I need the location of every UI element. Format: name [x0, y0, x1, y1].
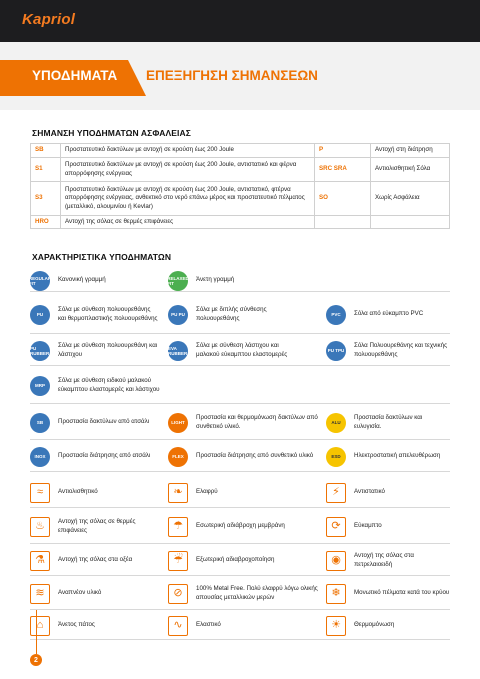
page-line	[36, 610, 37, 654]
feature-row	[30, 510, 450, 544]
desc-cell: Αντοχή στη διάτρηση	[371, 144, 450, 158]
feature-label: Αντιστατικό	[354, 488, 385, 496]
feature-label: Σόλα με σύνθεση πολυουρεθάνης και θερμοπλαστικής πολυουρεθάνης	[58, 306, 158, 322]
page-number: 2	[30, 654, 42, 666]
code-cell: P	[315, 144, 371, 158]
feature-row	[30, 406, 450, 440]
code-cell: SRC SRA	[315, 158, 371, 182]
feature-label: Προστασία δακτύλων και ευλυγισία.	[354, 414, 423, 430]
desc-cell: Προστατευτικό δακτύλων με αντοχή σε κρούση έως 200 Joule, αντιστατικό και φέρνα απορρόφησης ενέργειας	[61, 158, 315, 182]
feature-label: Αντοχή της σόλας σε θερμές επιφάνειες	[58, 518, 136, 534]
feature-row	[30, 478, 450, 508]
regular-fit-icon: REGULAR FIT	[30, 271, 50, 291]
feature-item	[30, 478, 154, 507]
desc-cell	[371, 216, 450, 229]
insulation-icon: ☀	[326, 616, 346, 636]
feature-item	[326, 406, 450, 439]
feature-label: Άνετη γραμμή	[196, 276, 235, 284]
pu-tpu-sole-icon: PU TPU	[326, 341, 346, 361]
pu-sole-icon: PU	[30, 305, 50, 325]
toe-cap-icon: SB	[30, 413, 50, 433]
mrp-sole-icon: MRP	[30, 376, 50, 396]
feature-item	[326, 510, 450, 543]
feature-label: Άνετος πάτος	[58, 621, 95, 629]
safety-table	[30, 143, 450, 229]
feature-item	[168, 478, 318, 507]
brand-logo: Kapriol	[22, 11, 76, 28]
feature-row	[30, 270, 450, 292]
feature-row	[30, 368, 450, 404]
anti-slip-icon: ≈	[30, 483, 50, 503]
table-row	[31, 144, 450, 158]
feature-label: Αντιολισθητικό	[58, 488, 98, 496]
feature-label: Σόλα με σύνθεση πολυουρεθάνη και λάστιχου	[58, 342, 158, 358]
breathable-icon: ≋	[30, 584, 50, 604]
feature-label: Εσωτερική αδιάβροχη μεμβράνη	[196, 522, 285, 530]
feature-label: Εύκαμπτο	[354, 522, 382, 530]
feature-item	[30, 368, 160, 403]
esd-icon: ESD	[326, 447, 346, 467]
feature-row	[30, 336, 450, 366]
code-cell: S3	[31, 182, 61, 216]
feature-item	[168, 612, 318, 639]
feature-row	[30, 296, 450, 334]
feature-item	[30, 578, 154, 609]
desc-cell: Χωρίς Ασφάλεια	[371, 182, 450, 216]
pvc-sole-icon: PVC	[326, 305, 346, 325]
feature-label: Προστασία διάτρησης από συνθετικό υλικό	[196, 452, 314, 460]
water-repellent-icon: ☔	[168, 551, 188, 571]
desc-cell: Προστατευτικό δακτύλων με αντοχή σε κρούση έως 200 Joule, αντιστατικό, φτέρνα απορρόφησης ενέργειας, ανθεκτικό στο νερό επάνω μέρος και προστατευτικό πέλματος (μεταλλικό, αλουμινίου ή Kevlar)	[61, 182, 315, 216]
feature-row	[30, 578, 450, 610]
feature-item	[30, 270, 160, 291]
light-icon: ❧	[168, 483, 188, 503]
feature-item	[30, 612, 154, 639]
waterproof-membrane-icon: ☂	[168, 517, 188, 537]
zero-flex-icon: FLEX	[168, 447, 188, 467]
top-bar	[0, 0, 480, 42]
feature-label: Κανονική γραμμή	[58, 276, 106, 284]
page-title: ΥΠΟΔΗΜΑΤΑ	[32, 68, 118, 83]
feature-item	[326, 546, 450, 575]
feature-item	[168, 578, 318, 609]
removable-insole-icon: ❄	[326, 584, 346, 604]
feature-label: Σόλα με σύνθεση ειδικού μαλακού εύκαμπτου ελαστομερές και λάστιχου	[58, 377, 160, 393]
feature-item	[326, 478, 450, 507]
feature-label: Θερμομόνωση	[354, 621, 395, 629]
feature-item	[326, 296, 456, 333]
table-row	[31, 216, 450, 229]
inox-midsole-icon: INOX	[30, 447, 50, 467]
pu-pu-sole-icon: PU PU	[168, 305, 188, 325]
feature-label: Σόλα από εύκαμπτο PVC	[354, 310, 424, 318]
oil-resistant-icon: ◉	[326, 551, 346, 571]
feature-row	[30, 442, 450, 472]
features-section-title: ΧΑΡΑΚΤΗΡΙΣΤΙΚΑ ΥΠΟΔΗΜΑΤΩΝ	[32, 252, 172, 262]
code-cell: SB	[31, 144, 61, 158]
flexible-icon: ⟳	[326, 517, 346, 537]
feature-row	[30, 612, 450, 640]
feature-label: Σόλα με διπλής σύνθεσης πολυουρεθάνης	[196, 306, 267, 322]
feature-label: Προστασία και θερμομόνωση δακτύλων από συνθετικό υλικό.	[196, 414, 318, 430]
feature-label: Μονωτικό πέλματα κατά του κρύου	[354, 589, 450, 597]
feature-item	[326, 442, 450, 471]
feature-item	[326, 578, 450, 609]
antistatic-icon: ⚡	[326, 483, 346, 503]
feature-item	[168, 442, 318, 471]
feature-label: Προστασία διάτρησης από ατσάλι	[58, 452, 151, 460]
metal-free-icon: ⊘	[168, 584, 188, 604]
feature-label: Ελαστικό	[196, 621, 221, 629]
feature-item	[30, 336, 160, 365]
desc-cell: Αντοχή της σόλας σε θερμές επιφάνειες	[61, 216, 315, 229]
light-toe-cap-icon: LIGHT	[168, 413, 188, 433]
table-row	[31, 158, 450, 182]
eva-rubber-sole-icon: EVA RUBBER	[168, 341, 188, 361]
feature-item	[168, 546, 318, 575]
feature-label: Σόλα Πολυουρεθάνης και τεχνικής πολυουρεθάνης	[354, 342, 448, 358]
feature-item	[168, 270, 298, 291]
safety-section-title: ΣΗΜΑΝΣΗ ΥΠΟΔΗΜΑΤΩΝ ΑΣΦΑΛΕΙΑΣ	[32, 128, 191, 138]
feature-item	[168, 510, 318, 543]
code-cell: S1	[31, 158, 61, 182]
acid-resistant-icon: ⚗	[30, 551, 50, 571]
desc-cell: Αντιολισθητική Σόλα	[371, 158, 450, 182]
elastic-icon: ∿	[168, 616, 188, 636]
feature-item	[168, 406, 318, 439]
code-cell: SO	[315, 182, 371, 216]
hro-heat-icon: ♨	[30, 517, 50, 537]
feature-item	[326, 612, 450, 639]
feature-item	[30, 510, 154, 543]
feature-label: Αναπνέον υλικό	[58, 589, 102, 597]
feature-item	[326, 336, 456, 365]
feature-item	[30, 546, 154, 575]
feature-label: Προστασία δακτύλων από ατσάλι	[58, 418, 150, 426]
feature-label: Σόλα με σύνθεση λάστιχου και μαλακού εύκαμπτου ελαστομερές	[196, 342, 288, 358]
feature-label: 100% Metal Free. Πολύ ελαφρύ λόγω ολικής απουσίας μεταλλικών μερών	[196, 585, 318, 601]
aluminium-toe-cap-icon: ALU	[326, 413, 346, 433]
feature-label: Ηλεκτροστατική απελευθέρωση	[354, 452, 441, 460]
feature-label: Ελαφρύ	[196, 488, 218, 496]
relaxed-fit-icon: RELAXED FIT	[168, 271, 188, 291]
feature-item	[168, 296, 298, 333]
code-cell	[315, 216, 371, 229]
desc-cell: Προστατευτικό δακτύλων με αντοχή σε κρούση έως 200 Joule	[61, 144, 315, 158]
feature-item	[30, 296, 160, 333]
feature-row	[30, 546, 450, 576]
feature-item	[168, 336, 298, 365]
code-cell: HRO	[31, 216, 61, 229]
feature-item	[30, 442, 154, 471]
page-subtitle: ΕΠΕΞΗΓΗΣΗ ΣΗΜΑΝΣΕΩΝ	[146, 68, 318, 83]
feature-item	[30, 406, 154, 439]
comfort-icon: ⌂	[30, 616, 50, 636]
pu-rubber-sole-icon: PU RUBBER	[30, 341, 50, 361]
feature-label: Εξωτερική αδιαβροχοποίηση	[196, 556, 275, 564]
feature-label: Αντοχή της σόλας στα πετρελαιοειδή	[354, 552, 414, 568]
table-row	[31, 182, 450, 216]
feature-label: Αντοχή της σόλας στα οξέα	[58, 556, 133, 564]
